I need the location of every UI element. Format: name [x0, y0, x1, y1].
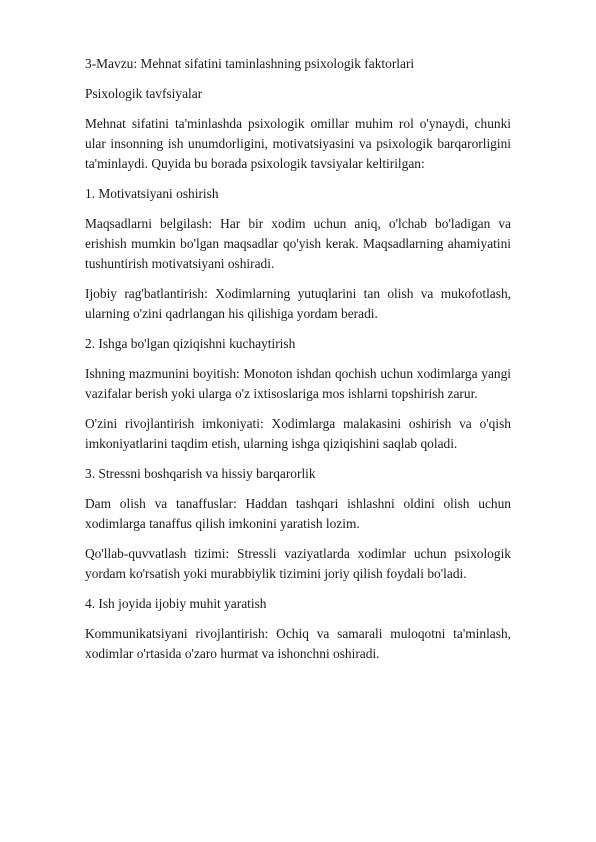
document-page: [85, 54, 511, 674]
section-heading-environment: 4. Ish joyida ijobiy muhit yaratish: [85, 596, 267, 611]
document-subtitle: Psixologik tavfsiyalar: [85, 86, 203, 101]
paragraph-goal-setting: Maqsadlarni belgilash: Har bir xodim uchun aniq, o'lchab bo'ladigan va erishish mumkin bo'lgan maqsadlar qo'yish kerak. Maqsadlarning ahamiyatini tushuntirish motivatsiyani oshiradi.: [85, 216, 511, 271]
section-heading-interest: 2. Ishga bo'lgan qiziqishni kuchaytirish: [85, 336, 296, 351]
paragraph-self-development: O'zini rivojlantirish imkoniyati: Xodimlarga malakasini oshirish va o'qish imkoniyatlarini taqdim etish, ularning ishga qiziqishini saqlab qoladi.: [85, 416, 511, 451]
paragraph-support-system: Qo'llab-quvvatlash tizimi: Stressli vaziyatlarda xodimlar uchun psixologik yordam ko'rsatish yoki murabbiylik tizimini joriy qilish foydali bo'ladi.: [85, 546, 511, 581]
section-heading-stress: 3. Stressni boshqarish va hissiy barqarorlik: [85, 466, 316, 481]
section-heading-motivation: 1. Motivatsiyani oshirish: [85, 186, 219, 201]
paragraph-job-enrichment: Ishning mazmunini boyitish: Monoton ishdan qochish uchun xodimlarga yangi vazifalar berish yoki ularga o'z ixtisoslariga mos ishlarni topshirish zarur.: [85, 366, 511, 401]
paragraph-positive-reinforcement: Ijobiy rag'batlantirish: Xodimlarning yutuqlarini tan olish va mukofotlash, ularning o'zini qadrlangan his qilishiga yordam beradi.: [85, 286, 511, 321]
paragraph-communication: Kommunikatsiyani rivojlantirish: Ochiq va samarali muloqotni ta'minlash, xodimlar o'rtasida o'zaro hurmat va ishonchni oshiradi.: [85, 626, 511, 661]
paragraph-breaks: Dam olish va tanaffuslar: Haddan tashqari ishlashni oldini olish uchun xodimlarga tanaffus qilish imkonini yaratish lozim.: [85, 496, 511, 531]
document-title: 3-Mavzu: Mehnat sifatini taminlashning psixologik faktorlari: [85, 56, 415, 71]
intro-paragraph: Mehnat sifatini ta'minlashda psixologik omillar muhim rol o'ynaydi, chunki ular insonning ish unumdorligini, motivatsiyasini va psixologik barqarorligini ta'minlaydi. Quyida bu borada psixologik tavsiyalar keltirilgan:: [85, 116, 511, 171]
